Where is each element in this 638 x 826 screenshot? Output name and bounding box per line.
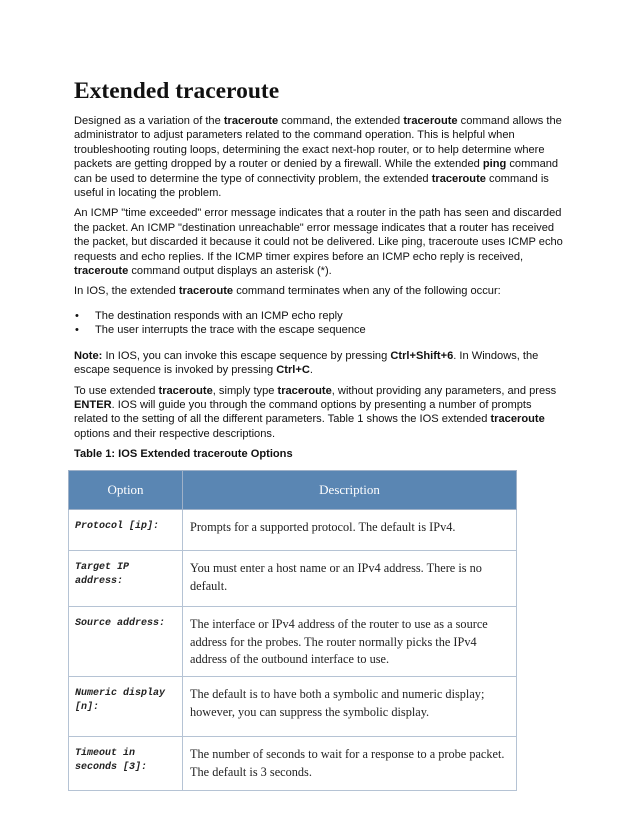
note-label: Note: <box>74 349 103 362</box>
list-item-text: The destination responds with an ICMP echo reply <box>95 309 343 322</box>
table-header-row <box>69 471 517 510</box>
table-caption: Table 1: IOS Extended traceroute Options <box>74 448 293 461</box>
command-term: traceroute <box>74 265 129 278</box>
table-row <box>69 677 517 737</box>
text-run: Designed as a variation of the <box>74 115 224 127</box>
option-cell: Source address: <box>69 607 183 677</box>
header-description: Description <box>183 471 517 510</box>
note-paragraph <box>74 349 564 378</box>
text-run: . IOS will guide you through the command options by presenting a number of prompts related to the setting of all the different parameters. Table 1 shows the IOS extended <box>74 398 532 426</box>
command-term: traceroute <box>277 384 332 397</box>
key-name: ENTER <box>74 398 112 411</box>
command-term: traceroute <box>223 115 279 127</box>
option-cell: Numeric display [n]: <box>69 677 183 737</box>
description-cell: The number of seconds to wait for a response to a probe packet. The default is 3 seconds. <box>183 737 517 791</box>
option-cell: Timeout in seconds [3]: <box>69 737 183 791</box>
text-run: command can be used to determine the type of connectivity problem, the extended <box>74 158 559 185</box>
document-page <box>74 76 564 791</box>
text-run: To use extended <box>74 384 159 397</box>
termination-paragraph <box>74 284 564 298</box>
text-run: , simply type <box>212 384 278 397</box>
icmp-paragraph <box>74 206 564 278</box>
command-term: traceroute <box>490 413 545 426</box>
list-item <box>74 309 564 323</box>
intro-paragraph <box>74 114 564 200</box>
table-row <box>69 551 517 607</box>
description-cell: Prompts for a supported protocol. The default is IPv4. <box>183 510 517 551</box>
text-run: command allows the administrator to adjust parameters related to the command operation. This is helpful when troubleshooting routing loops, determining the exact next-hop router, or to help determine where packets are getting dropped by a router or denied by a firewall. While the extended <box>74 115 562 171</box>
key-combo: Ctrl+C <box>276 364 310 377</box>
text-run: command output displays an asterisk (*). <box>128 265 332 278</box>
bullet-icon: • <box>75 324 79 337</box>
text-run: . In Windows, the escape sequence is invoked by pressing <box>74 349 539 377</box>
command-term: traceroute <box>403 115 458 127</box>
text-run: options and their respective descriptions. <box>74 427 276 440</box>
command-term: traceroute <box>178 285 234 298</box>
table-row <box>69 607 517 677</box>
page-title: Extended traceroute <box>74 78 280 104</box>
description-cell: The default is to have both a symbolic and numeric display; however, you can suppress the symbolic display. <box>183 677 517 737</box>
key-combo: Ctrl+Shift+6 <box>390 349 454 362</box>
table-row <box>69 510 517 551</box>
list-item-text: The user interrupts the trace with the escape sequence <box>95 324 366 337</box>
option-cell: Protocol [ip]: <box>69 510 183 551</box>
header-option: Option <box>69 471 183 510</box>
text-run: In IOS, you can invoke this escape sequence by pressing <box>102 349 391 362</box>
termination-list <box>74 309 564 338</box>
command-term: traceroute <box>158 384 213 397</box>
usage-paragraph <box>74 384 564 442</box>
text-run: In IOS, the extended <box>74 285 179 298</box>
description-cell: The interface or IPv4 address of the router to use as a source address for the probes. The router normally picks the IPv4 address of the outbound interface to use. <box>183 607 517 677</box>
text-run: command terminates when any of the following occur: <box>233 285 501 298</box>
table-row <box>69 737 517 791</box>
text-run: command, the extended <box>278 115 404 127</box>
description-cell: You must enter a host name or an IPv4 address. There is no default. <box>183 551 517 607</box>
list-item <box>74 323 564 337</box>
command-term: traceroute <box>431 172 486 185</box>
text-run: command is useful in locating the problem. <box>74 172 549 200</box>
bullet-icon: • <box>75 309 79 322</box>
option-cell: Target IP address: <box>69 551 183 607</box>
command-term: ping <box>482 158 507 171</box>
text-run: , without providing any parameters, and press <box>331 384 557 397</box>
text-run: . <box>309 364 313 377</box>
options-table <box>68 470 517 791</box>
text-run: An ICMP "time exceeded" error message indicates that a router in the path has seen and discarded the packet. An ICMP "destination unreachable" error message indicates that a router has received the packet, but discarded it because it could not be delivered. Like ping, traceroute uses ICMP echo requests and echo replies. If the ICMP timer expires before an ICMP echo reply is received, <box>74 207 563 263</box>
